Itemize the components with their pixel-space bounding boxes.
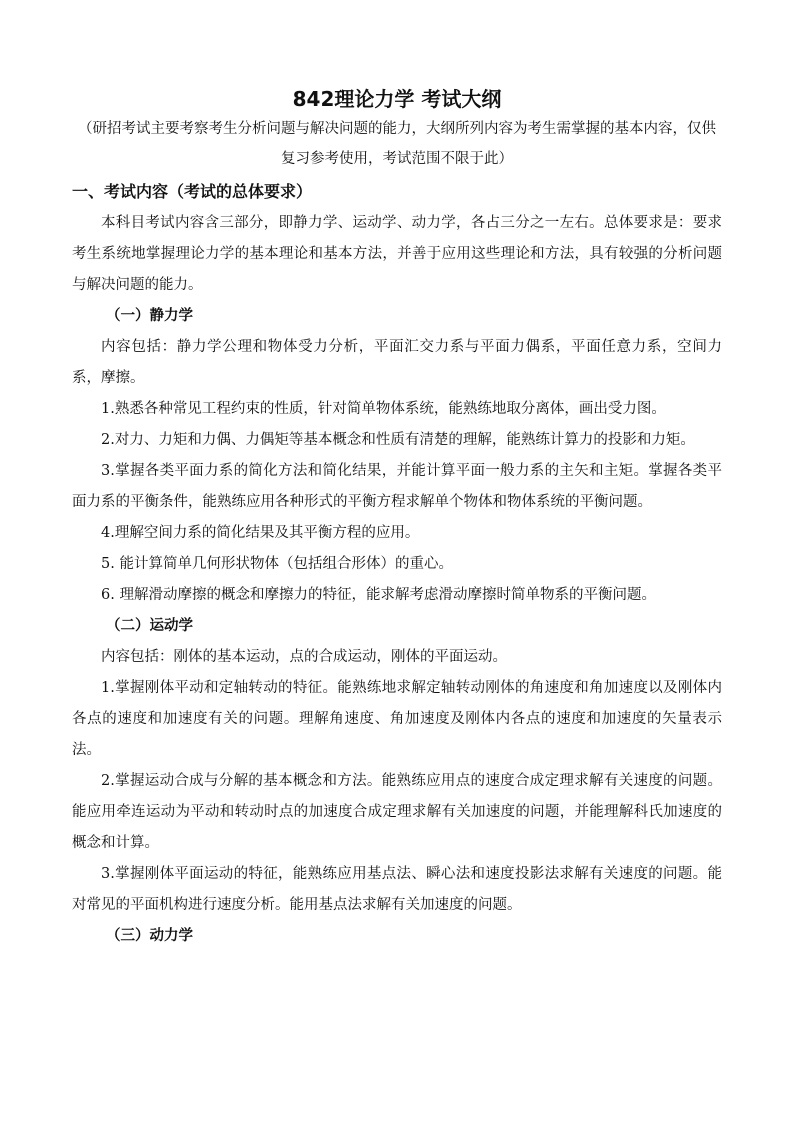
statics-item-5: 5. 能计算简单几何形状物体（包括组合形体）的重心。 bbox=[101, 556, 453, 572]
subsection-heading-dynamics: （三）动力学 bbox=[106, 928, 193, 944]
section-heading-exam-content: 一、考试内容（考试的总体要求） bbox=[72, 182, 313, 201]
kinematics-item-3: 3.掌握刚体平面运动的特征，能熟练应用基点法、瞬心法和速度投影法求解有关速度的问题。能对常见的平面机构进行速度分析。能用基点法求解有关加速度的问题。 bbox=[72, 866, 722, 913]
document-title: 842理论力学 考试大纲 bbox=[292, 87, 502, 111]
statics-item-4: 4.理解空间力系的简化结果及其平衡方程的应用。 bbox=[101, 525, 420, 541]
statics-item-1: 1.熟悉各种常见工程约束的性质，针对简单物体系统，能熟练地取分离体，画出受力图。 bbox=[101, 401, 666, 417]
kinematics-content: 内容包括：刚体的基本运动，点的合成运动，刚体的平面运动。 bbox=[101, 649, 507, 665]
statics-item-2: 2.对力、力矩和力偶、力偶矩等基本概念和性质有清楚的理解，能熟练计算力的投影和力矩。 bbox=[101, 432, 695, 448]
kinematics-item-2: 2.掌握运动合成与分解的基本概念和方法。能熟练应用点的速度合成定理求解有关速度的问题。能应用牵连运动为平动和转动时点的加速度合成定理求解有关加速度的问题，并能理解科氏加速度的概念和计算。 bbox=[72, 773, 722, 851]
statics-item-3: 3.掌握各类平面力系的简化方法和简化结果，并能计算平面一般力系的主矢和主矩。掌握各类平面力系的平衡条件，能熟练应用各种形式的平衡方程求解单个物体和物体系统的平衡问题。 bbox=[72, 463, 722, 510]
kinematics-item-1: 1.掌握刚体平动和定轴转动的特征。能熟练地求解定轴转动刚体的角速度和角加速度以及刚体内各点的速度和加速度有关的问题。理解角速度、角加速度及刚体内各点的速度和加速度的矢量表示法。 bbox=[72, 680, 722, 758]
subsection-heading-kinematics: （二）运动学 bbox=[106, 618, 193, 634]
statics-item-6: 6. 理解滑动摩擦的概念和摩擦力的特征，能求解考虑滑动摩擦时简单物系的平衡问题。 bbox=[101, 587, 656, 603]
statics-content: 内容包括：静力学公理和物体受力分析，平面汇交力系与平面力偶系，平面任意力系，空间力系，摩擦。 bbox=[72, 339, 722, 386]
subsection-heading-statics: （一）静力学 bbox=[106, 308, 193, 324]
scope-note: （研招考试主要考察考生分析问题与解决问题的能力，大纲所列内容为考生需掌握的基本内容，仅供复习参考使用，考试范围不限于此） bbox=[78, 121, 716, 167]
section-intro: 本科目考试内容含三部分，即静力学、运动学、动力学，各占三分之一左右。总体要求是：要求考生系统地掌握理论力学的基本理论和基本方法，并善于应用这些理论和方法，具有较强的分析问题与解决问题的能力。 bbox=[72, 215, 722, 293]
document-page bbox=[72, 84, 722, 952]
